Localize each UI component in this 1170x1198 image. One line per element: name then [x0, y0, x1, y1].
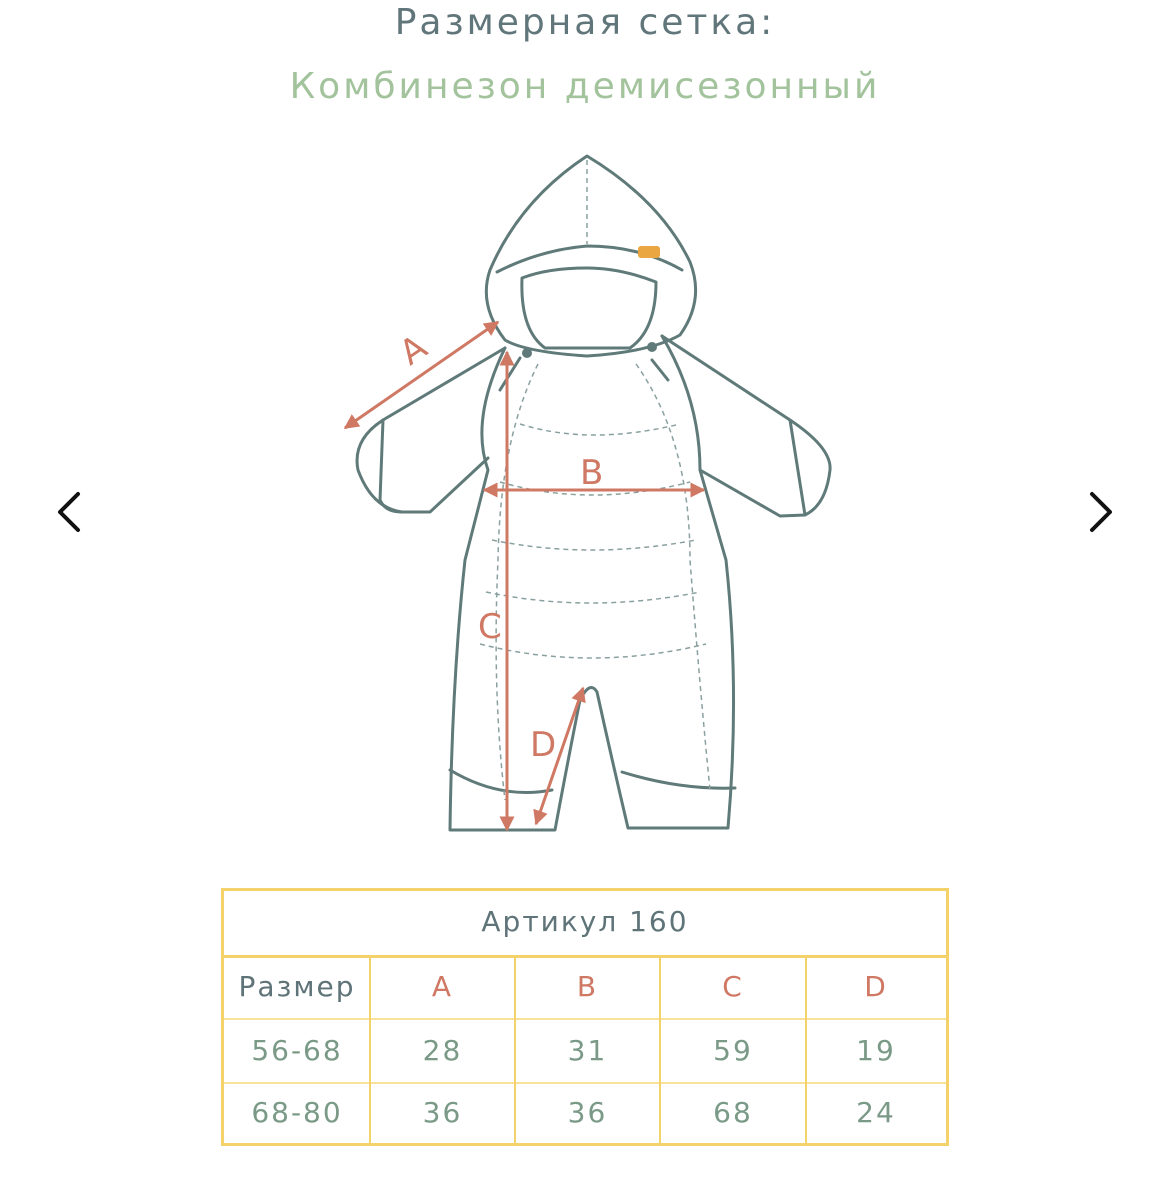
table-header-c: C: [722, 970, 744, 1003]
table-divider: [514, 957, 516, 1143]
table-row-1-c: 59: [713, 1034, 753, 1067]
table-caption: Артикул 160: [224, 891, 946, 958]
table-row-2-c: 68: [713, 1096, 753, 1129]
product-subtitle: Комбинезон демисезонный: [289, 66, 881, 107]
table-row-2-b: 36: [567, 1096, 608, 1129]
table-row-1-b: 31: [567, 1034, 608, 1067]
size-chart-table: [221, 888, 949, 1146]
toggle-left: [522, 348, 532, 358]
table-row-2-d: 24: [856, 1096, 896, 1129]
toggle-right: [647, 342, 657, 352]
jumpsuit-outline: [357, 156, 830, 830]
table-divider: [224, 1082, 946, 1084]
table-header-b: B: [576, 970, 599, 1003]
table-row-1-a: 28: [422, 1034, 463, 1067]
table-divider: [805, 957, 807, 1143]
table-divider: [659, 957, 661, 1143]
table-row-2-a: 36: [422, 1096, 463, 1129]
dimension-a-label: A: [392, 327, 435, 374]
table-row-1-d: 19: [856, 1034, 896, 1067]
table-divider: [369, 957, 371, 1143]
table-header-a: A: [431, 970, 454, 1003]
table-header-size: Размер: [238, 970, 356, 1003]
dimension-lines: [345, 322, 704, 830]
zipper-pull-tag: [638, 246, 660, 258]
table-header-d: D: [864, 970, 888, 1003]
table-row-2-size: 68-80: [251, 1096, 343, 1129]
dimension-c-label: C: [478, 607, 502, 647]
dimension-b-label: B: [580, 453, 604, 493]
dimension-d-label: D: [530, 725, 557, 765]
dimension-a-line: [345, 322, 498, 428]
page-title: Размерная сетка:: [394, 2, 776, 43]
table-divider: [224, 1018, 946, 1020]
table-row-1-size: 56-68: [251, 1034, 343, 1067]
